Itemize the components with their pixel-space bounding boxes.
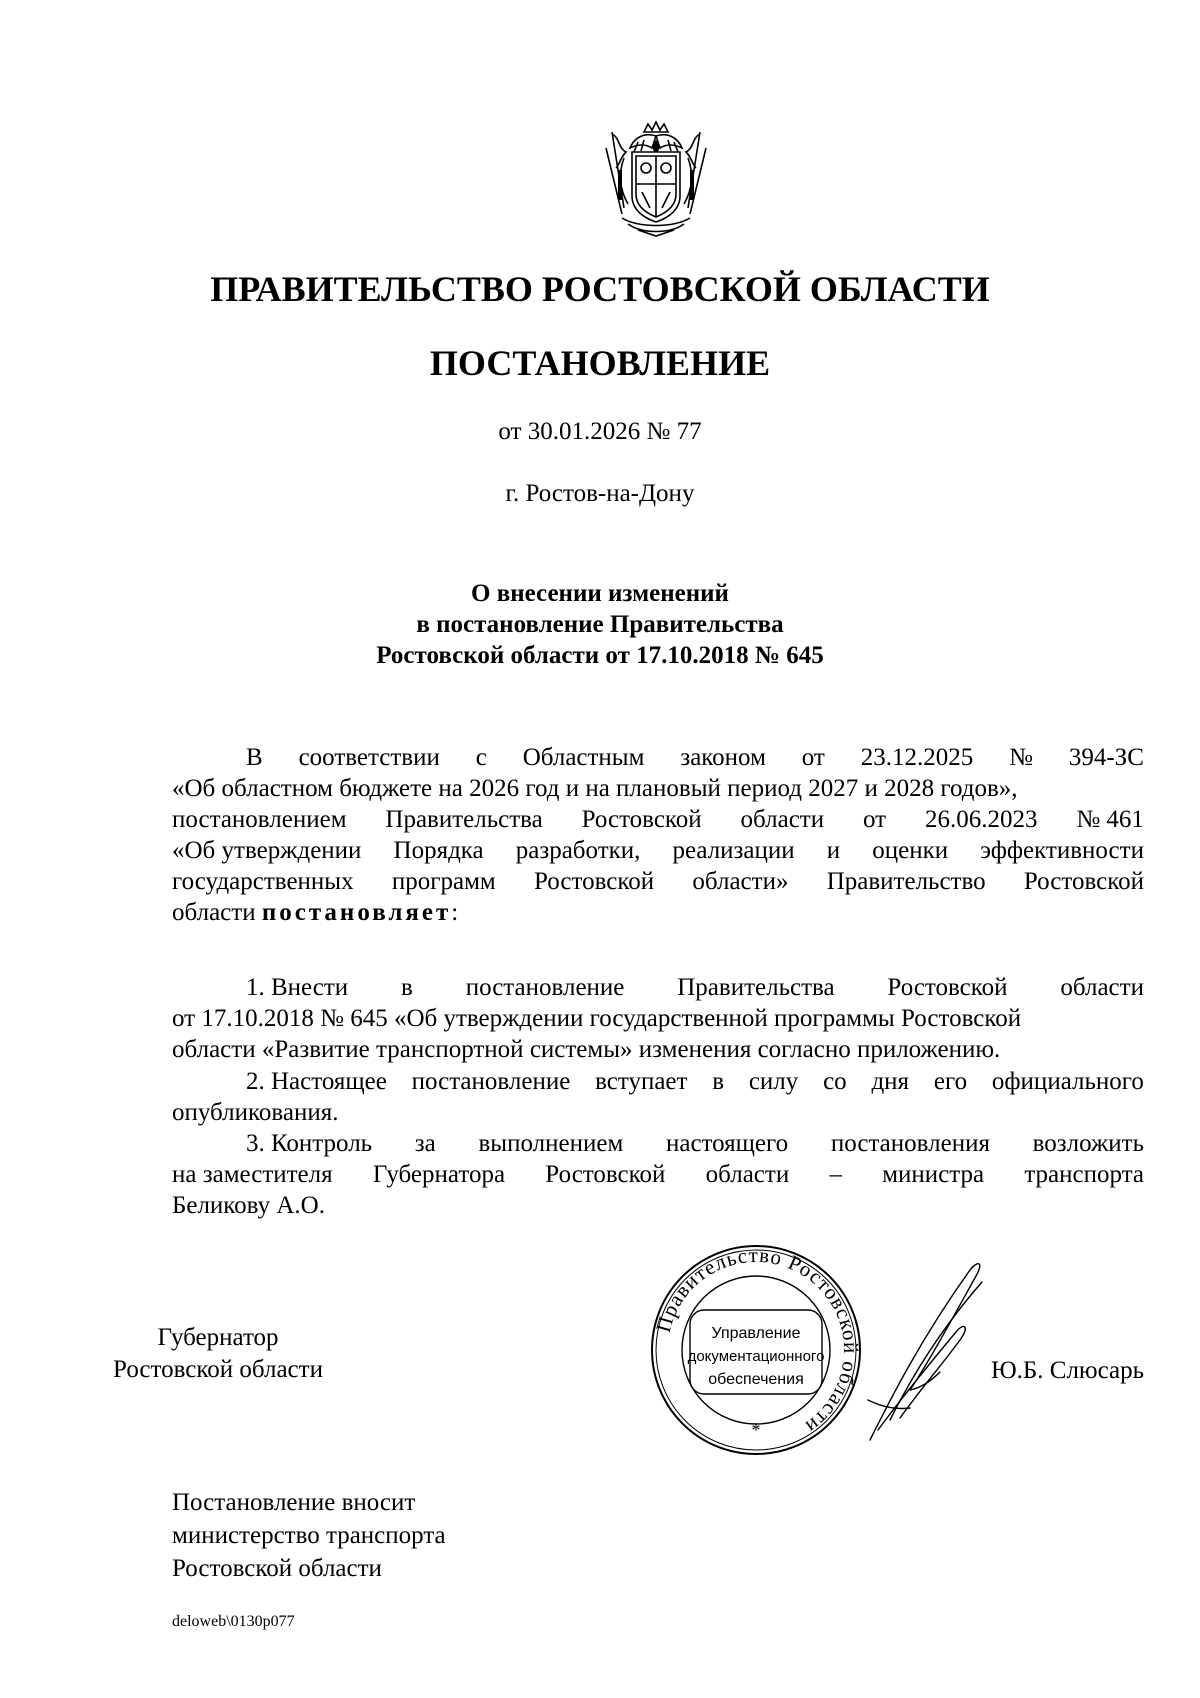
decree-item-3 xyxy=(172,1128,1144,1221)
document-date-number: от 30.01.2026 № 77 xyxy=(498,418,702,445)
word: министра xyxy=(882,1161,985,1188)
word: постановления xyxy=(830,1130,990,1157)
text-fragment: : xyxy=(451,899,459,926)
word: на заместителя xyxy=(172,1161,333,1188)
word: разработки, xyxy=(515,837,641,864)
word: официального xyxy=(991,1068,1144,1095)
word: государственных xyxy=(172,868,354,895)
word: постановлением xyxy=(172,806,347,833)
word: 3. Контроль xyxy=(246,1130,373,1157)
word: настоящего xyxy=(665,1130,789,1157)
text-line: Беликову А.О. xyxy=(172,1192,325,1219)
word: 26.06.2023 xyxy=(924,806,1038,833)
word: № 461 xyxy=(1076,806,1144,833)
official-stamp-seal xyxy=(646,1240,866,1460)
submitted-by-block xyxy=(172,1486,446,1585)
handwritten-signature xyxy=(860,1250,990,1450)
signatory-title-line: Губернатор xyxy=(157,1324,279,1351)
word: дня xyxy=(871,1068,910,1095)
stamp-center-line: Управление xyxy=(711,1325,801,1342)
word: постановление xyxy=(465,974,625,1001)
justified-line xyxy=(172,1128,1144,1159)
word: В xyxy=(246,744,263,771)
stamp-center-line: обеспечения xyxy=(708,1371,804,1388)
signatory-title-line: Ростовской области xyxy=(113,1356,323,1383)
word: Правительства xyxy=(677,974,835,1001)
word: Правительства xyxy=(385,806,543,833)
word: 1. Внести xyxy=(246,974,349,1001)
word: Ростовской xyxy=(1023,868,1144,895)
word: оценки xyxy=(872,837,949,864)
word: и xyxy=(826,837,841,864)
word: возложить xyxy=(1032,1130,1144,1157)
word: «Об утверждении xyxy=(172,837,362,864)
rostov-oblast-coat-of-arms-icon xyxy=(598,118,714,238)
decree-item-2 xyxy=(172,1066,1144,1128)
document-type-title: ПОСТАНОВЛЕНИЕ xyxy=(429,343,771,383)
submitted-by-line: Постановление вносит xyxy=(172,1489,416,1516)
subject-line: О внесении изменений xyxy=(471,580,729,607)
submitted-by-line: министерство транспорта xyxy=(172,1522,446,1549)
word: Порядка xyxy=(393,837,484,864)
stamp-star: * xyxy=(751,1420,761,1440)
word: Правительство xyxy=(826,868,986,895)
word: 2. Настоящее xyxy=(246,1068,387,1095)
word: области xyxy=(1060,974,1144,1001)
text-line: «Об областном бюджете на 2026 год и на плановый период 2027 и 2028 годов», xyxy=(172,775,1018,802)
text-line xyxy=(172,897,1144,928)
signatory-name: Ю.Б. Слюсарь xyxy=(990,1357,1144,1384)
word: реализации xyxy=(672,837,795,864)
word: области xyxy=(705,1161,790,1188)
stamp-ring-text: Правительство Ростовской области xyxy=(650,1242,864,1440)
subject-line: Ростовской области от 17.10.2018 № 645 xyxy=(376,642,824,669)
text-fragment: области xyxy=(172,899,262,926)
word: Губернатора xyxy=(372,1161,506,1188)
word: Ростовской xyxy=(581,806,702,833)
word: Ростовской xyxy=(887,974,1008,1001)
word: его xyxy=(933,1068,968,1095)
decree-verb: постановляет xyxy=(261,899,452,926)
word: программ xyxy=(391,868,496,895)
justified-line xyxy=(172,1159,1144,1190)
word: эффективности xyxy=(980,837,1144,864)
decree-item-1 xyxy=(172,972,1144,1065)
word: выполнением xyxy=(478,1130,624,1157)
subject-line: в постановление Правительства xyxy=(416,611,784,638)
word: с xyxy=(475,744,487,771)
word: постановление xyxy=(411,1068,571,1095)
justified-line xyxy=(172,835,1144,866)
justified-line xyxy=(172,866,1144,897)
document-subject xyxy=(0,578,1200,671)
document-city: г. Ростов-на-Дону xyxy=(505,480,695,507)
word: со xyxy=(823,1068,847,1095)
word: области» xyxy=(692,868,789,895)
word: транспорта xyxy=(1024,1161,1144,1188)
signatory-title xyxy=(0,1322,436,1386)
justified-line xyxy=(172,804,1144,835)
word: законом xyxy=(680,744,766,771)
text-line: опубликования. xyxy=(172,1099,339,1126)
text-line: области «Развитие транспортной системы» изменения согласно приложению. xyxy=(172,1036,1001,1063)
stamp-center-line: документационного xyxy=(687,1348,825,1365)
word: силу xyxy=(748,1068,799,1095)
word: в xyxy=(712,1068,725,1095)
justified-line xyxy=(172,742,1144,773)
word: – xyxy=(829,1161,842,1188)
word: Ростовской xyxy=(545,1161,666,1188)
word: № xyxy=(1009,744,1033,771)
organization-title: ПРАВИТЕЛЬСТВО РОСТОВСКОЙ ОБЛАСТИ xyxy=(210,269,990,309)
word: Областным xyxy=(522,744,645,771)
justified-line xyxy=(172,972,1144,1003)
word: в xyxy=(401,974,413,1001)
word: соответствии xyxy=(298,744,440,771)
text-line: от 17.10.2018 № 645 «Об утверждении государственной программы Ростовской xyxy=(172,1005,1022,1032)
word: области xyxy=(740,806,825,833)
word: 394-ЗС xyxy=(1068,744,1144,771)
word: 23.12.2025 xyxy=(860,744,974,771)
word: Ростовской xyxy=(534,868,655,895)
word: от xyxy=(862,806,887,833)
document-registry-code: deloweb\0130p077 xyxy=(172,1613,295,1630)
preamble-paragraph xyxy=(172,742,1144,928)
justified-line xyxy=(172,1066,1144,1097)
word: от xyxy=(801,744,825,771)
submitted-by-line: Ростовской области xyxy=(172,1555,382,1582)
word: вступает xyxy=(595,1068,688,1095)
word: за xyxy=(414,1130,436,1157)
